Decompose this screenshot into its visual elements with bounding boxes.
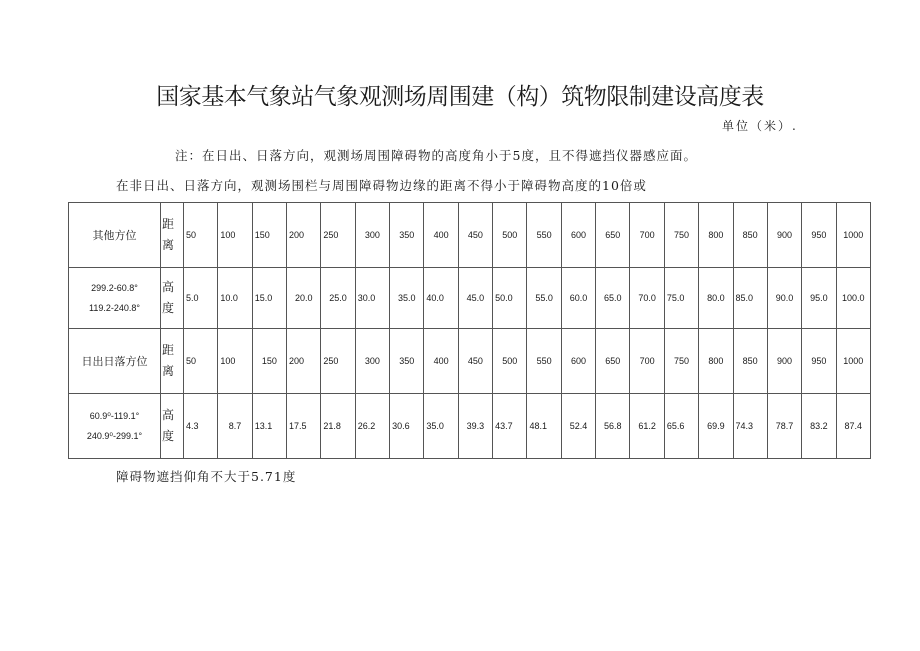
- table-row: [69, 268, 871, 329]
- height-cell: 35.0: [390, 268, 424, 329]
- height-header: 高 度: [161, 394, 184, 459]
- distance-cell: 500: [493, 329, 527, 394]
- distance-cell: 650: [596, 329, 630, 394]
- distance-cell: 700: [630, 329, 664, 394]
- distance-cell: 200: [287, 329, 321, 394]
- distance-header: 距 离: [161, 329, 184, 394]
- table-row: [69, 203, 871, 268]
- distance-cell: 150: [252, 203, 286, 268]
- height-cell: 35.0: [424, 394, 458, 459]
- note-sunrise-sunset: 注：在日出、日落方向，观测场周围障碍物的高度角小于5度，且不得遮挡仪器感应面。: [175, 148, 697, 163]
- distance-cell: 450: [458, 203, 492, 268]
- distance-cell: 100: [218, 203, 252, 268]
- distance-cell: 600: [561, 329, 595, 394]
- distance-cell: 300: [355, 329, 389, 394]
- height-cell: 40.0: [424, 268, 458, 329]
- height-cell: 65.6: [664, 394, 698, 459]
- distance-cell: 350: [390, 203, 424, 268]
- table-row: [69, 394, 871, 459]
- height-cell: 4.3: [184, 394, 218, 459]
- height-cell: 55.0: [527, 268, 561, 329]
- footer-note: 障碍物遮挡仰角不大于5.71度: [116, 469, 297, 484]
- height-limit-table: [68, 202, 871, 459]
- distance-cell: 550: [527, 203, 561, 268]
- distance-cell: 1000: [836, 329, 870, 394]
- height-cell: 50.0: [493, 268, 527, 329]
- group1-label: 其他方位: [69, 203, 161, 268]
- distance-cell: 200: [287, 203, 321, 268]
- height-cell: 25.0: [321, 268, 355, 329]
- height-cell: 8.7: [218, 394, 252, 459]
- height-cell: 17.5: [287, 394, 321, 459]
- height-cell: 61.2: [630, 394, 664, 459]
- height-cell: 39.3: [458, 394, 492, 459]
- distance-cell: 300: [355, 203, 389, 268]
- unit-label: 单位（米）.: [722, 119, 798, 133]
- height-cell: 15.0: [252, 268, 286, 329]
- distance-cell: 400: [424, 329, 458, 394]
- distance-cell: 750: [664, 203, 698, 268]
- height-cell: 65.0: [596, 268, 630, 329]
- height-cell: 75.0: [664, 268, 698, 329]
- page-title: 国家基本气象站气象观测场周围建（构）筑物限制建设高度表: [156, 84, 764, 110]
- distance-cell: 400: [424, 203, 458, 268]
- distance-cell: 1000: [836, 203, 870, 268]
- note-other-directions: 在非日出、日落方向，观测场围栏与周围障碍物边缘的距离不得小于障碍物高度的10倍或: [116, 178, 647, 193]
- distance-cell: 900: [767, 329, 801, 394]
- height-cell: 83.2: [802, 394, 836, 459]
- distance-cell: 700: [630, 203, 664, 268]
- distance-cell: 950: [802, 329, 836, 394]
- distance-cell: 500: [493, 203, 527, 268]
- distance-cell: 900: [767, 203, 801, 268]
- distance-header: 距 离: [161, 203, 184, 268]
- group2-ranges: 60.9⁰-119.1° 240.9⁰-299.1°: [69, 394, 161, 459]
- group2-label: 日出日落方位: [69, 329, 161, 394]
- height-cell: 10.0: [218, 268, 252, 329]
- height-cell: 26.2: [355, 394, 389, 459]
- distance-cell: 250: [321, 203, 355, 268]
- height-cell: 90.0: [767, 268, 801, 329]
- height-cell: 43.7: [493, 394, 527, 459]
- distance-cell: 800: [699, 203, 733, 268]
- height-cell: 48.1: [527, 394, 561, 459]
- group1-ranges: 299.2-60.8° 119.2-240.8°: [69, 268, 161, 329]
- height-cell: 80.0: [699, 268, 733, 329]
- distance-cell: 250: [321, 329, 355, 394]
- distance-cell: 550: [527, 329, 561, 394]
- distance-cell: 800: [699, 329, 733, 394]
- height-cell: 69.9: [699, 394, 733, 459]
- height-cell: 95.0: [802, 268, 836, 329]
- height-cell: 5.0: [184, 268, 218, 329]
- height-cell: 56.8: [596, 394, 630, 459]
- height-cell: 30.0: [355, 268, 389, 329]
- distance-cell: 650: [596, 203, 630, 268]
- height-cell: 52.4: [561, 394, 595, 459]
- height-cell: 20.0: [287, 268, 321, 329]
- height-cell: 60.0: [561, 268, 595, 329]
- height-cell: 70.0: [630, 268, 664, 329]
- distance-cell: 750: [664, 329, 698, 394]
- height-cell: 45.0: [458, 268, 492, 329]
- distance-cell: 100: [218, 329, 252, 394]
- height-cell: 100.0: [836, 268, 870, 329]
- distance-cell: 850: [733, 203, 767, 268]
- distance-cell: 150: [252, 329, 286, 394]
- distance-cell: 950: [802, 203, 836, 268]
- height-header: 高 度: [161, 268, 184, 329]
- height-cell: 13.1: [252, 394, 286, 459]
- height-cell: 87.4: [836, 394, 870, 459]
- distance-cell: 350: [390, 329, 424, 394]
- height-cell: 74.3: [733, 394, 767, 459]
- distance-cell: 600: [561, 203, 595, 268]
- distance-cell: 50: [184, 203, 218, 268]
- distance-cell: 850: [733, 329, 767, 394]
- height-cell: 85.0: [733, 268, 767, 329]
- height-cell: 21.8: [321, 394, 355, 459]
- height-cell: 78.7: [767, 394, 801, 459]
- distance-cell: 50: [184, 329, 218, 394]
- distance-cell: 450: [458, 329, 492, 394]
- table-row: [69, 329, 871, 394]
- height-cell: 30.6: [390, 394, 424, 459]
